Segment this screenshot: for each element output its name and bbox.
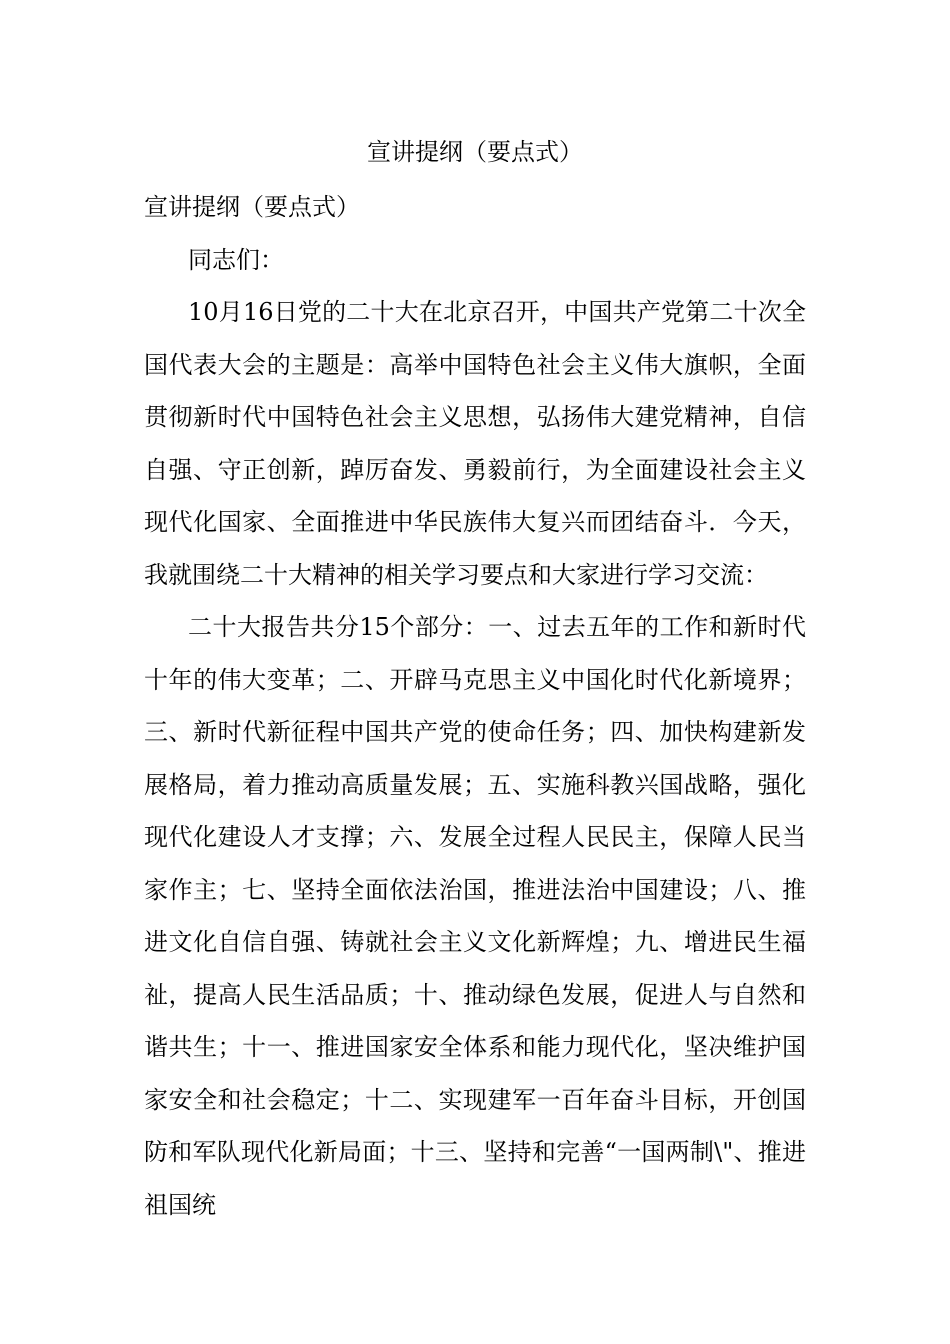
paragraph-theme: 10月16日党的二十大在北京召开，中国共产党第二十次全国代表大会的主题是：高举中国特色社会主义伟大旗帜，全面贯彻新时代中国特色社会主义思想，弘扬伟大建党精神，自信自强、守正创新，踔厉奋发、勇毅前行，为全面建设社会主义现代化国家、全面推进中华民族伟大复兴而团结奋斗．今天，我就围绕二十大精神的相关学习要点和大家进行学习交流：: [144, 298, 806, 589]
document-body: [144, 181, 806, 1231]
document-title: 宣讲提纲（要点式）: [367, 138, 583, 166]
paragraph-report-outline: 二十大报告共分15个部分：一、过去五年的工作和新时代十年的伟大变革；二、开辟马克思主义中国化时代化新境界；三、新时代新征程中国共产党的使命任务；四、加快构建新发展格局，着力推动高质量发展；五、实施科教兴国战略，强化现代化建设人才支撑；六、发展全过程人民民主，保障人民当家作主；七、坚持全面依法治国，推进法治中国建设；八、推进文化自信自强、铸就社会主义文化新辉煌；九、增进民生福祉，提高人民生活品质；十、推动绿色发展，促进人与自然和谐共生；十一、推进国家安全体系和能力现代化，坚决维护国家安全和社会稳定；十二、实现建军一百年奋斗目标，开创国防和军队现代化新局面；十三、坚持和完善“一国两制\"、推进祖国统: [144, 613, 806, 1219]
greeting: 同志们：: [188, 245, 284, 274]
document-subtitle: 宣讲提纲（要点式）: [144, 193, 360, 221]
